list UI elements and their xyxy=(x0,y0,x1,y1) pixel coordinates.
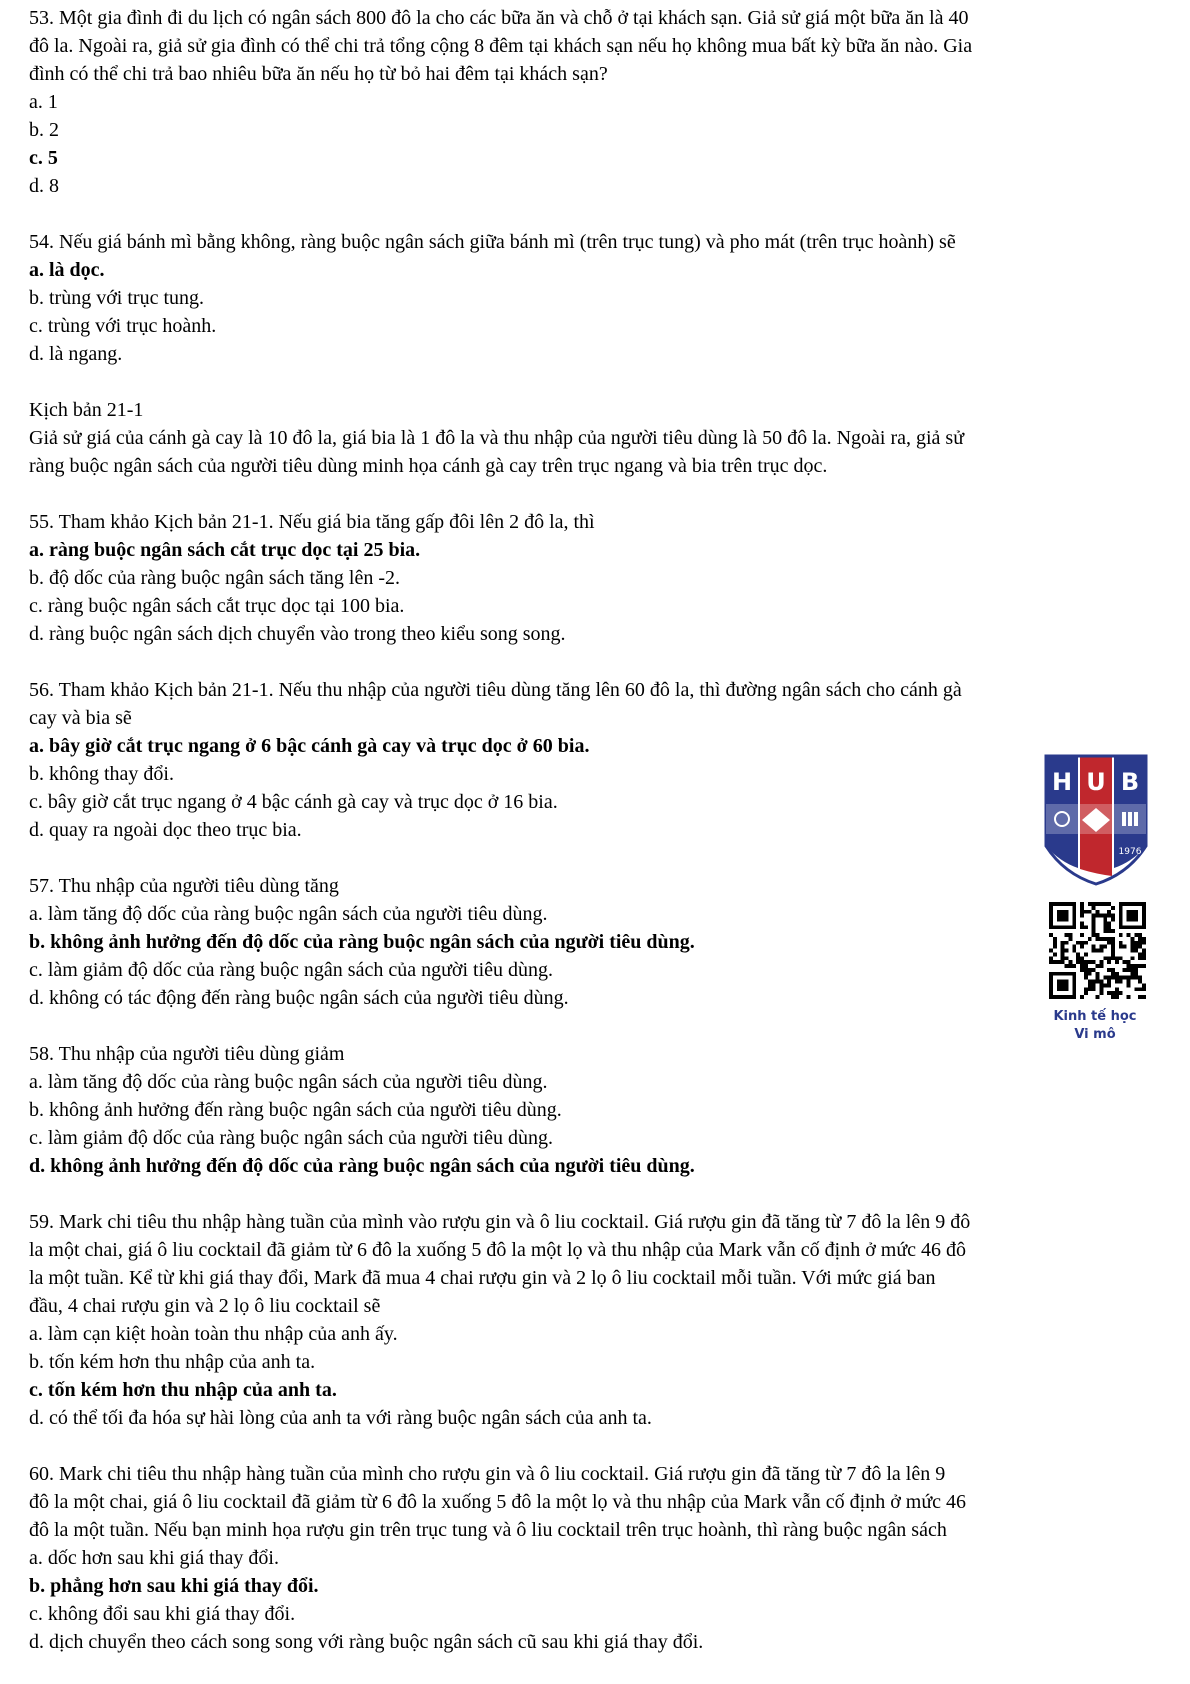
answer-option-correct: c. tốn kém hơn thu nhập của anh ta. xyxy=(29,1379,337,1401)
answer-option: a. làm cạn kiệt hoàn toàn thu nhập của anh ấy. xyxy=(29,1323,398,1345)
answer-option: c. làm giảm độ dốc của ràng buộc ngân sách của người tiêu dùng. xyxy=(29,959,554,981)
question-block xyxy=(29,676,1164,844)
answer-option-correct: c. 5 xyxy=(29,147,58,169)
logo-letter-b: B xyxy=(1120,768,1140,796)
question-stem: 54. Nếu giá bánh mì bằng không, ràng buộc ngân sách giữa bánh mì (trên trục tung) và pho mát (trên trục hoành) sẽ xyxy=(29,231,956,253)
answer-option: d. không có tác động đến ràng buộc ngân sách của người tiêu dùng. xyxy=(29,987,569,1009)
question-block xyxy=(29,4,1164,200)
answer-option: d. có thể tối đa hóa sự hài lòng của anh ta với ràng buộc ngân sách của anh ta. xyxy=(29,1407,652,1429)
logo-letter-u: U xyxy=(1086,768,1106,796)
answer-option-correct: b. không ảnh hưởng đến độ dốc của ràng buộc ngân sách của người tiêu dùng. xyxy=(29,931,695,953)
answer-option: c. làm giảm độ dốc của ràng buộc ngân sách của người tiêu dùng. xyxy=(29,1127,554,1149)
answer-option: d. 8 xyxy=(29,175,59,197)
answer-option-correct: d. không ảnh hưởng đến độ dốc của ràng buộc ngân sách của người tiêu dùng. xyxy=(29,1155,695,1177)
logo-caption-line1: Kinh tế học xyxy=(1053,1009,1137,1024)
answer-option: c. trùng với trục hoành. xyxy=(29,315,217,337)
question-stem: đô la. Ngoài ra, giả sử gia đình có thể chi trả tổng cộng 8 đêm tại khách sạn nếu họ không mua bất kỳ bữa ăn nào. Gia xyxy=(29,35,973,57)
answer-option: c. ràng buộc ngân sách cắt trục dọc tại 100 bia. xyxy=(29,595,405,617)
answer-option: d. quay ra ngoài dọc theo trục bia. xyxy=(29,819,302,841)
qr-code-icon xyxy=(1049,902,1146,999)
answer-option-correct: b. phẳng hơn sau khi giá thay đổi. xyxy=(29,1575,319,1597)
answer-option: a. 1 xyxy=(29,91,58,113)
answer-option: a. dốc hơn sau khi giá thay đổi. xyxy=(29,1547,279,1569)
document-page xyxy=(29,4,1164,1684)
question-stem: la một tuần. Kể từ khi giá thay đổi, Mark đã mua 4 chai rượu gin và 2 lọ ô liu cocktail mỗi tuần. Với mức giá ban xyxy=(29,1267,936,1289)
answer-option: b. độ dốc của ràng buộc ngân sách tăng lên -2. xyxy=(29,567,400,589)
question-block xyxy=(29,228,1164,368)
answer-option: a. làm tăng độ dốc của ràng buộc ngân sách của người tiêu dùng. xyxy=(29,903,548,925)
logo-caption-line2: Vi mô xyxy=(1074,1027,1116,1042)
answer-option: b. tốn kém hơn thu nhập của anh ta. xyxy=(29,1351,316,1373)
answer-option: d. ràng buộc ngân sách dịch chuyển vào trong theo kiểu song song. xyxy=(29,623,566,645)
answer-option: d. dịch chuyển theo cách song song với ràng buộc ngân sách cũ sau khi giá thay đổi. xyxy=(29,1631,704,1653)
question-stem: đô la một tuần. Nếu bạn minh họa rượu gin trên trục tung và ô liu cocktail trên trục hoành, thì ràng buộc ngân sách xyxy=(29,1519,947,1541)
question-stem: 59. Mark chi tiêu thu nhập hàng tuần của mình vào rượu gin và ô liu cocktail. Giá rượu gin đã tăng từ 7 đô la lên 9 đô xyxy=(29,1211,971,1233)
answer-option: c. bây giờ cắt trục ngang ở 4 bậc cánh gà cay và trục dọc ở 16 bia. xyxy=(29,791,558,813)
answer-option: b. trùng với trục tung. xyxy=(29,287,204,309)
question-stem: 55. Tham khảo Kịch bản 21-1. Nếu giá bia tăng gấp đôi lên 2 đô la, thì xyxy=(29,511,595,533)
logo-year: 1976 xyxy=(1118,847,1142,857)
question-block xyxy=(29,872,1164,1012)
scenario-text: Giả sử giá của cánh gà cay là 10 đô la, giá bia là 1 đô la và thu nhập của người tiêu dùng là 50 đô la. Ngoài ra, giả sử xyxy=(29,427,965,449)
question-stem: cay và bia sẽ xyxy=(29,707,132,729)
question-stem: đô la một chai, giá ô liu cocktail đã giảm từ 6 đô la xuống 5 đô la một lọ và thu nhập của Mark vẫn cố định ở mức 46 xyxy=(29,1491,967,1513)
answer-option: d. là ngang. xyxy=(29,343,123,365)
hub-logo xyxy=(1042,750,1150,890)
question-block xyxy=(29,508,1164,648)
logo-letter-h: H xyxy=(1051,768,1073,796)
question-stem: đầu, 4 chai rượu gin và 2 lọ ô liu cocktail sẽ xyxy=(29,1295,381,1317)
scenario-text: ràng buộc ngân sách của người tiêu dùng minh họa cánh gà cay trên trục ngang và bia trên trục dọc. xyxy=(29,455,828,477)
question-stem: 57. Thu nhập của người tiêu dùng tăng xyxy=(29,875,339,897)
answer-option-correct: a. là dọc. xyxy=(29,259,105,281)
scenario-block xyxy=(29,396,1164,480)
question-block xyxy=(29,1460,1164,1656)
question-stem: đình có thể chi trả bao nhiêu bữa ăn nếu họ từ bỏ hai đêm tại khách sạn? xyxy=(29,63,608,85)
question-block xyxy=(29,1208,1164,1432)
scenario-title: Kịch bản 21-1 xyxy=(29,399,144,421)
question-stem: la một chai, giá ô liu cocktail đã giảm từ 6 đô la xuống 5 đô la một lọ và thu nhập của Mark vẫn cố định ở mức 46 đô xyxy=(29,1239,967,1261)
question-stem: 56. Tham khảo Kịch bản 21-1. Nếu thu nhập của người tiêu dùng tăng lên 60 đô la, thì đường ngân sách cho cánh gà xyxy=(29,679,962,701)
logo-caption xyxy=(1030,1008,1160,1044)
answer-option: b. không ảnh hưởng đến ràng buộc ngân sách của người tiêu dùng. xyxy=(29,1099,562,1121)
answer-option: c. không đổi sau khi giá thay đổi. xyxy=(29,1603,296,1625)
answer-option: b. 2 xyxy=(29,119,59,141)
question-stem: 53. Một gia đình đi du lịch có ngân sách 800 đô la cho các bữa ăn và chỗ ở tại khách sạn. Giả sử giá một bữa ăn là 40 xyxy=(29,7,969,29)
answer-option-correct: a. ràng buộc ngân sách cắt trục dọc tại 25 bia. xyxy=(29,539,421,561)
question-block xyxy=(29,1040,1164,1180)
answer-option: a. làm tăng độ dốc của ràng buộc ngân sách của người tiêu dùng. xyxy=(29,1071,548,1093)
question-stem: 60. Mark chi tiêu thu nhập hàng tuần của mình cho rượu gin và ô liu cocktail. Giá rượu gin đã tăng từ 7 đô la lên 9 xyxy=(29,1463,946,1485)
answer-option-correct: a. bây giờ cắt trục ngang ở 6 bậc cánh gà cay và trục dọc ở 60 bia. xyxy=(29,735,590,757)
question-stem: 58. Thu nhập của người tiêu dùng giảm xyxy=(29,1043,345,1065)
answer-option: b. không thay đổi. xyxy=(29,763,174,785)
